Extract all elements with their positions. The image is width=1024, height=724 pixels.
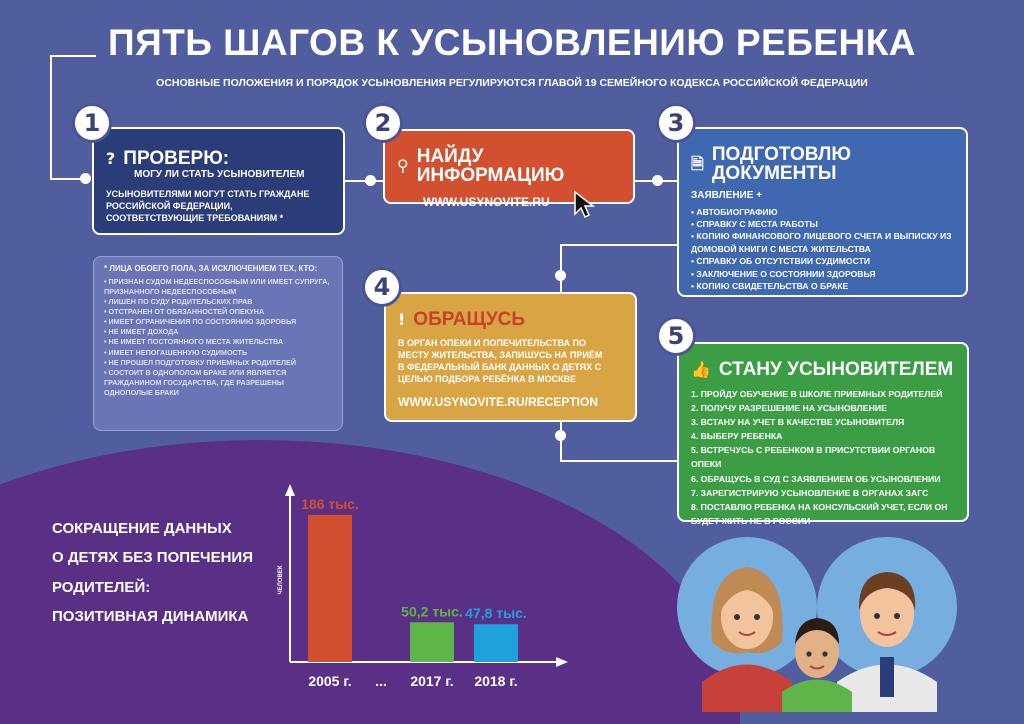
thumbs-up-icon: 👍 — [691, 359, 711, 379]
search-icon: ⚲ — [397, 156, 409, 175]
chart-bar — [474, 624, 518, 662]
page-title: ПЯТЬ ШАГОВ К УСЫНОВЛЕНИЮ РЕБЕНКА — [108, 22, 916, 63]
step-3-number-badge: 3 — [656, 103, 696, 143]
chart-value-label: 47,8 тыс. — [465, 605, 527, 622]
chart-heading-line: О ДЕТЯХ БЕЗ ПОПЕЧЕНИЯ — [52, 549, 253, 567]
step-1-card — [92, 127, 345, 235]
step-3-title: ПОДГОТОВЛЮ ДОКУМЕНТЫ — [711, 144, 851, 184]
exclamation-icon: ! — [398, 309, 406, 329]
chart-bar — [410, 622, 454, 662]
chart-y-axis-arrow — [285, 484, 295, 496]
list-item: • ИМЕЕТ НЕПОГАШЕННУЮ СУДИМОСТЬ — [104, 348, 332, 358]
chart-category-label: 2005 г. — [308, 673, 352, 689]
list-item: • ОТСТРАНЕН ОТ ОБЯЗАННОСТЕЙ ОПЕКУНА — [104, 307, 332, 317]
list-item: 4. ВЫБЕРУ РЕБЕНКА — [691, 431, 783, 442]
step-4-title: ОБРАЩУСЬ — [413, 309, 526, 330]
connector-dot — [555, 430, 566, 441]
step-1-subtitle: МОГУ ЛИ СТАТЬ УСЫНОВИТЕЛЕМ — [134, 169, 305, 180]
step-5-steps-list — [691, 387, 955, 528]
connector-dot — [365, 175, 376, 186]
step-2-link[interactable]: WWW.USYNOVITE.RU — [423, 195, 550, 209]
requirements-list — [104, 277, 332, 398]
chart-heading-line: СОКРАЩЕНИЕ ДАННЫХ — [52, 520, 232, 537]
list-item: • КОПИЮ ФИНАНСОВОГО ЛИЦЕВОГО СЧЕТА И ВЫПИСКУ ИЗ ДОМОВОЙ КНИГИ С МЕСТА ЖИТЕЛЬСТВА — [691, 230, 954, 255]
chart-gap-label: ... — [375, 673, 387, 689]
chart-heading-line: ПОЗИТИВНАЯ ДИНАМИКА — [52, 607, 249, 625]
list-item: 8. ПОСТАВЛЮ РЕБЕНКА НА КОНСУЛЬСКИЙ УЧЕТ, ЕСЛИ ОН БУДЕТ ЖИТЬ НЕ В РОССИИ — [691, 501, 948, 526]
connector-dot — [555, 270, 566, 281]
step-1-title: ПРОВЕРЮ: — [123, 148, 230, 169]
step-3-title-row — [691, 145, 954, 183]
step-3-documents-list — [691, 206, 954, 293]
step-1-number-badge: 1 — [72, 103, 112, 143]
step-5-card — [677, 342, 969, 526]
step-5-title-row — [691, 360, 955, 379]
list-item: 7. ЗАРЕГИСТРИРУЮ УСЫНОВЛЕНИЕ В ОРГАНАХ ЗАГС — [691, 487, 929, 498]
list-item: • ПРИЗНАН СУДОМ НЕДЕЕСПОСОБНЫМ ИЛИ ИМЕЕТ СУПРУГА, ПРИЗНАННОГО НЕДЕЕСПОСОБНЫМ — [104, 277, 332, 297]
list-item: • НЕ ПРОШЕЛ ПОДГОТОВКУ ПРИЕМНЫХ РОДИТЕЛЕЙ — [104, 358, 332, 368]
requirements-note — [93, 256, 343, 431]
list-item: • НЕ ИМЕЕТ ПОСТОЯННОГО МЕСТА ЖИТЕЛЬСТВА — [104, 337, 332, 347]
list-item: 6. ОБРАЩУСЬ В СУД С ЗАЯВЛЕНИЕМ ОБ УСЫНОВЛЕНИИ — [691, 473, 941, 484]
step-4-card — [384, 292, 637, 422]
step-5-number-badge: 5 — [656, 316, 696, 356]
family-illustration — [672, 532, 972, 712]
step-4-title-row — [398, 310, 623, 329]
step-2-title: НАЙДУ ИНФОРМАЦИЮ — [416, 146, 565, 186]
connector-step3-to-step4 — [560, 244, 680, 299]
step-4-link[interactable]: WWW.USYNOVITE.RU/RECEPTION — [398, 394, 599, 409]
step-1-title-row — [106, 139, 331, 168]
step-1-text: УСЫНОВИТЕЛЯМИ МОГУТ СТАТЬ ГРАЖДАНЕ РОССИЙСКОЙ ФЕДЕРАЦИИ, СООТВЕТСТВУЮЩИЕ ТРЕБОВАНИЯМ * — [106, 188, 310, 223]
list-item: • ЛИШЕН ПО СУДУ РОДИТЕЛЬСКИХ ПРАВ — [104, 297, 332, 307]
connector-dot — [652, 175, 663, 186]
connector-step1-bottom — [50, 178, 84, 180]
step-5-title: СТАНУ УСЫНОВИТЕЛЕМ — [718, 359, 954, 380]
list-item: • НЕ ИМЕЕТ ДОХОДА — [104, 327, 332, 337]
documents-icon: 🗎 — [691, 154, 704, 173]
step-3-card — [677, 127, 968, 297]
step-3-lead: ЗАЯВЛЕНИЕ + — [691, 190, 763, 201]
chart-value-label: 186 тыс. — [301, 495, 359, 512]
step-4-number-badge: 4 — [362, 267, 402, 307]
list-item: 2. ПОЛУЧУ РАЗРЕШЕНИЕ НА УСЫНОВЛЕНИЕ — [691, 403, 887, 414]
step-2-number-badge: 2 — [363, 103, 403, 143]
chart-heading-line: РОДИТЕЛЕЙ: — [52, 578, 151, 596]
list-item: 5. ВСТРЕЧУСЬ С РЕБЕНКОМ В ПРИСУТСТВИИ ОРГАНОВ ОПЕКИ — [691, 445, 936, 470]
list-item: • СОСТОИТ В ОДНОПОЛОМ БРАКЕ ИЛИ ЯВЛЯЕТСЯ ГРАЖДАНИНОМ ГОСУДАРСТВА, ГДЕ РАЗРЕШЕНЫ ОДНОПОЛЫЕ БРАКИ — [104, 368, 332, 398]
step-4-text: В ОРГАН ОПЕКИ И ПОПЕЧИТЕЛЬСТВА ПО МЕСТУ ЖИТЕЛЬСТВА, ЗАПИШУСЬ НА ПРИЁМ В ФЕДЕРАЛЬНЫЙ БАНК ДАННЫХ О ДЕТЯХ С ЦЕЛЬЮ ПОДБОРА РЕБЁНКА В МОСКВЕ — [398, 338, 603, 385]
step-2-title-row — [397, 147, 621, 185]
connector-step4-to-step5 — [560, 420, 680, 462]
step-2-card — [383, 129, 635, 209]
chart-value-label: 50,2 тыс. — [401, 603, 463, 620]
list-item: • СПРАВКУ ОБ ОТСУТСТВИИ СУДИМОСТИ — [691, 255, 954, 267]
chart-heading — [52, 514, 272, 631]
chart-bar — [308, 515, 352, 662]
list-item: • ИМЕЕТ ОГРАНИЧЕНИЯ ПО СОСТОЯНИЮ ЗДОРОВЬЯ — [104, 317, 332, 327]
chart-category-label: 2017 г. — [410, 673, 454, 689]
bar-chart — [260, 480, 580, 700]
mouse-cursor-icon — [573, 190, 595, 220]
list-item: • СПРАВКУ С МЕСТА РАБОТЫ — [691, 218, 954, 230]
list-item: • ЗАКЛЮЧЕНИЕ О СОСТОЯНИИ ЗДОРОВЬЯ — [691, 268, 954, 280]
chart-category-label: 2018 г. — [474, 673, 518, 689]
connector-dot — [80, 173, 91, 184]
chart-y-label: ЧЕЛОВЕК — [278, 565, 284, 595]
list-item: • КОПИЮ СВИДЕТЕЛЬСТВА О БРАКЕ — [691, 280, 954, 292]
requirements-title: * ЛИЦА ОБОЕГО ПОЛА, ЗА ИСКЛЮЧЕНИЕМ ТЕХ, КТО: — [104, 264, 318, 273]
page-subtitle: ОСНОВНЫЕ ПОЛОЖЕНИЯ И ПОРЯДОК УСЫНОВЛЕНИЯ РЕГУЛИРУЮТСЯ ГЛАВОЙ 19 СЕМЕЙНОГО КОДЕКСА РОССИЙСКОЙ ФЕДЕРАЦИИ — [156, 77, 868, 89]
list-item: • АВТОБИОГРАФИЮ — [691, 206, 954, 218]
list-item: 1. ПРОЙДУ ОБУЧЕНИЕ В ШКОЛЕ ПРИЕМНЫХ РОДИТЕЛЕЙ — [691, 389, 943, 399]
chart-x-axis-arrow — [556, 657, 568, 667]
list-item: 3. ВСТАНУ НА УЧЕТ В КАЧЕСТВЕ УСЫНОВИТЕЛЯ — [691, 417, 905, 428]
question-icon: ? — [106, 148, 116, 168]
